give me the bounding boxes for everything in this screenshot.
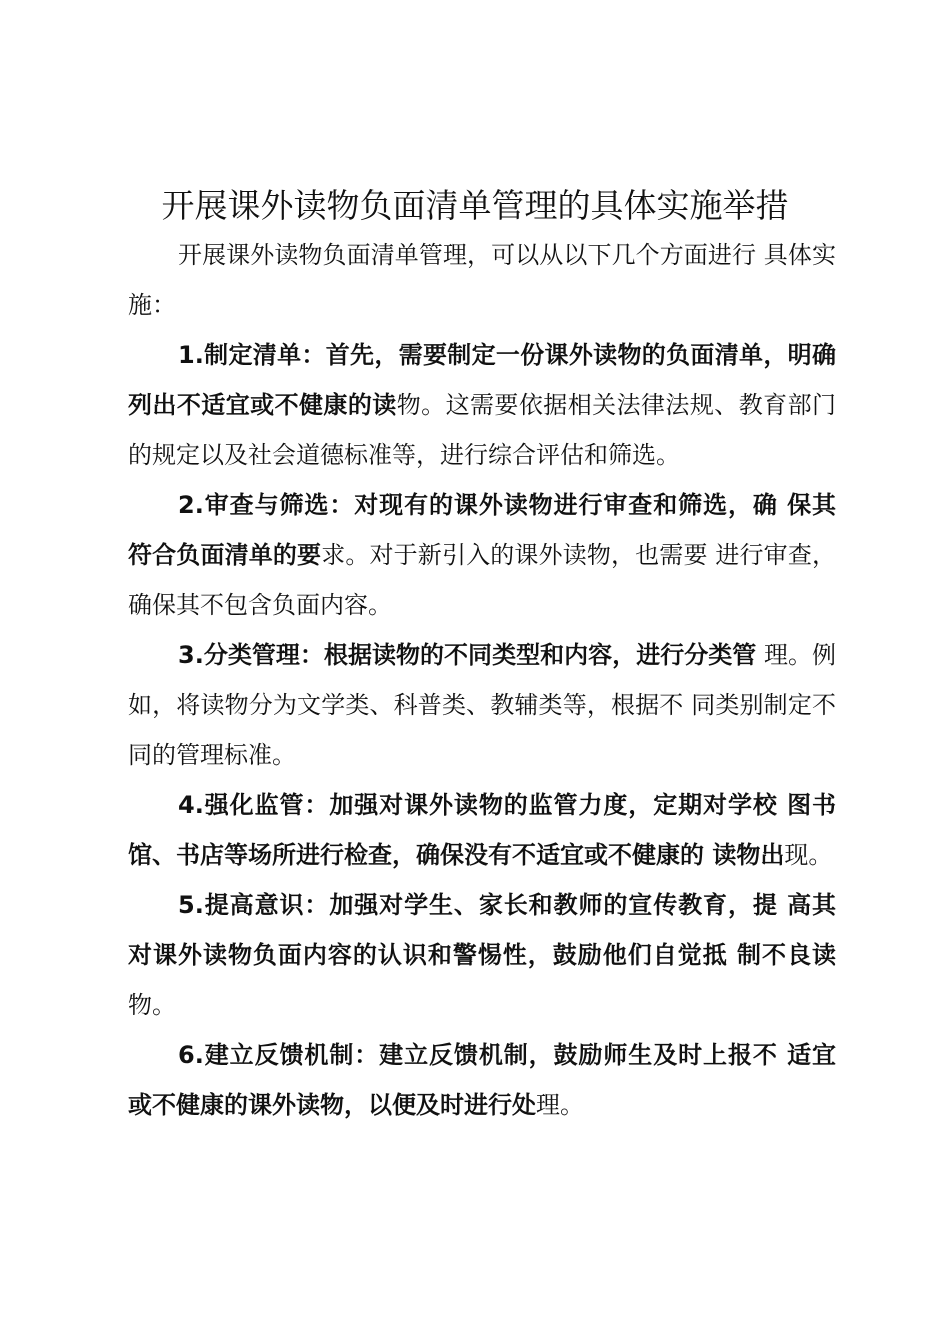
document-title: 开展课外读物负面清单管理的具体实施举措 — [161, 186, 789, 225]
section-5-heading: 5.提高意识：加强对学生、家长和教师的宣传教育，提 高其对课外读物负面内容的认识和警惕性，鼓励他们自觉抵 制不良读 — [128, 891, 836, 969]
intro-paragraph: 开展课外读物负面清单管理，可以从以下几个方面进行 具体实施： — [128, 241, 836, 319]
section-1-paragraph — [128, 330, 836, 480]
section-6-heading: 6.建立反馈机制：建立反馈机制，鼓励师生及时上报不 适宜或不健康的课外读物，以便及时进行处 — [128, 1041, 836, 1119]
section-3-heading: 3.分类管理：根据读物的不同类型和内容，进行分类管 — [178, 641, 757, 669]
section-2-text: 求。对于新引入的课外读物，也需要 进行审查，确保其不包含负面内容。 — [128, 541, 836, 619]
section-1-text: 物。这需要依据相关法律法规、教育部门的规定以及社会道德标准等，进行综合评估和筛选。 — [128, 391, 837, 469]
section-4-text: 现。 — [784, 841, 833, 869]
section-3-paragraph — [128, 630, 836, 780]
section-6-text: 理。 — [536, 1091, 584, 1119]
section-1-heading: 1.制定清单：首先，需要制定一份课外读物的负面清单，明确列出不适宜或不健康的读 — [128, 341, 836, 419]
section-4-paragraph — [128, 780, 836, 880]
section-2-paragraph — [128, 480, 836, 630]
document-body — [128, 230, 836, 1130]
section-2-heading: 2.审查与筛选：对现有的课外读物进行审查和筛选，确 保其符合负面清单的要 — [128, 491, 836, 569]
section-5-text: 物。 — [128, 991, 176, 1019]
section-3-text: 理。例如，将读物分为文学类、科普类、教辅类等，根据不 同类别制定不同的管理标准。 — [128, 641, 836, 769]
section-4-heading: 4.强化监管：加强对课外读物的监管力度，定期对学校 图书馆、书店等场所进行检查，确保没有不适宜或不健康的 读物出 — [128, 791, 836, 869]
section-6-paragraph — [128, 1030, 836, 1130]
section-5-paragraph — [128, 880, 836, 1030]
